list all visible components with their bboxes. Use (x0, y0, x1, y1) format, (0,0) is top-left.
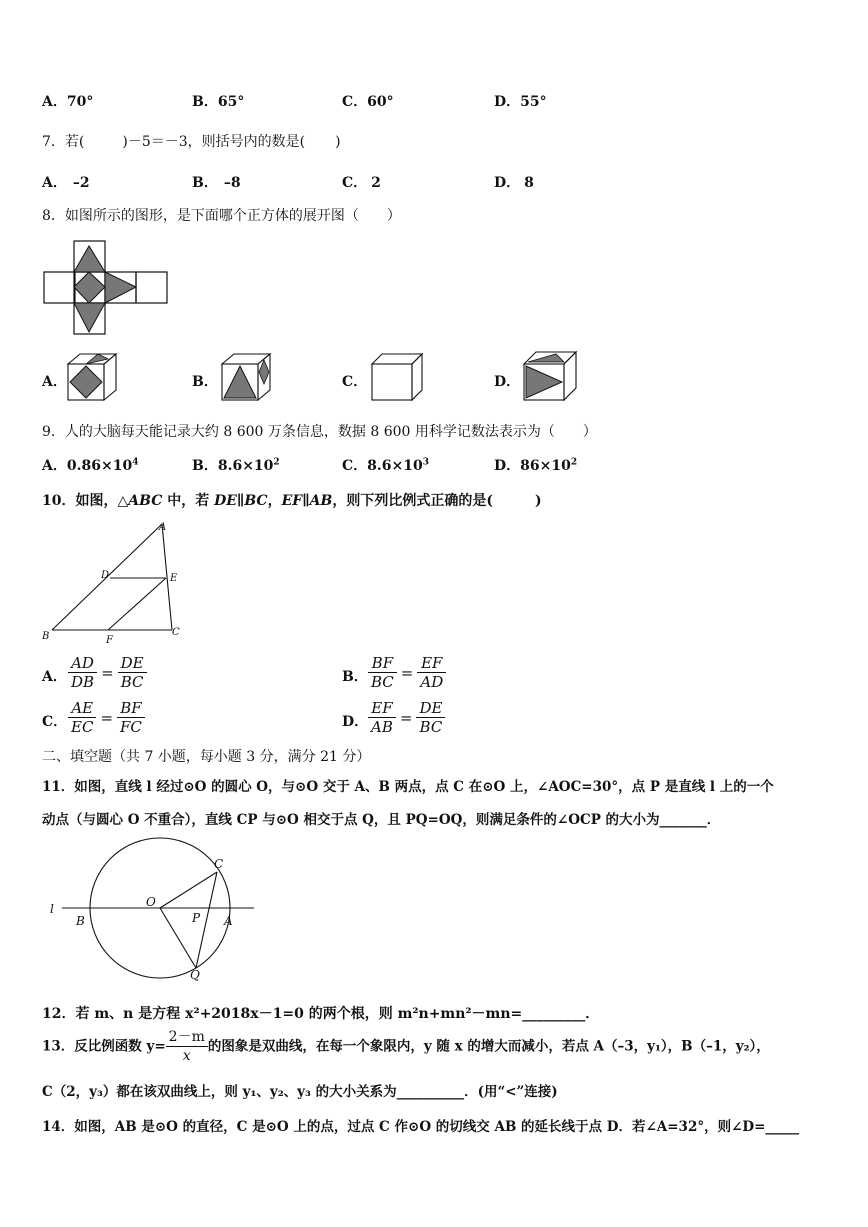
numerator: DE (118, 654, 147, 673)
numerator: DE (416, 699, 445, 718)
q13-line1 (42, 1028, 770, 1065)
fraction (166, 1028, 208, 1065)
fraction (68, 654, 97, 691)
fraction (117, 699, 145, 736)
q11-line2: 动点（与圆心 O 不重合），直线 CP 与⊙O 相交于点 Q，且 PQ=OQ，则满足条件的∠OCP 的大小为_______． (42, 812, 721, 828)
denominator: BC (120, 673, 144, 691)
q8-option-a-letter: A． (42, 374, 67, 390)
denominator: AB (371, 718, 393, 736)
option-exponent: 4 (132, 457, 139, 468)
q7-option-d (494, 172, 534, 192)
q10-option-c-letter: C． (42, 714, 68, 730)
label-q: Q (190, 968, 200, 982)
parallel-symbol: ∥ (236, 493, 245, 509)
q7-option-c (342, 172, 381, 192)
option-text: 2 (371, 175, 381, 191)
cube-d-icon (520, 350, 582, 402)
label-f: F (106, 635, 113, 646)
option-exponent: 3 (422, 457, 429, 468)
stem-math: EF (281, 493, 303, 509)
stem-math: DE (214, 493, 237, 509)
option-letter: C． (342, 458, 368, 474)
label-a: A (224, 914, 233, 928)
cube-c-icon (368, 352, 426, 402)
q7-stem-part: 7．若( (42, 134, 85, 150)
option-letter: D． (494, 458, 521, 474)
stem-math: ABC (128, 493, 163, 509)
option-letter: D． (494, 175, 521, 191)
fraction (417, 654, 446, 691)
q6-option-c (342, 91, 394, 111)
cube-b-icon (218, 352, 276, 402)
q6-option-b (192, 91, 244, 111)
circle-figure (48, 838, 258, 983)
stem-text: ，则下列比例式正确的是( ) (332, 493, 542, 509)
q9-option-a (42, 455, 138, 475)
option-text: 55° (520, 94, 547, 110)
label-a: A (159, 522, 167, 533)
q13-line2: C（2，y₃）都在该双曲线上，则 y₁、y₂、y₃ 的大小关系为__________．(用“<”连接) (42, 1084, 558, 1100)
fraction (368, 654, 397, 691)
fraction (118, 654, 147, 691)
option-letter: A． (42, 94, 67, 110)
parallel-symbol: ∥ (302, 493, 310, 509)
option-letter: C． (342, 94, 368, 110)
option-letter: C． (342, 175, 368, 191)
q10-option-b-letter: B． (342, 669, 368, 685)
q7-stem (42, 131, 341, 151)
stem-math: BC (244, 493, 268, 509)
numerator: AD (68, 654, 97, 673)
q9-option-c (342, 455, 429, 475)
label-o: O (146, 895, 156, 909)
fraction (368, 699, 396, 736)
denominator: DB (71, 673, 95, 691)
option-exponent: 2 (273, 457, 280, 468)
q10-option-d-letter: D． (342, 714, 369, 730)
q14-text: 14．如图，AB 是⊙O 的直径，C 是⊙O 上的点，过点 C 作⊙O 的切线交 AB 的延长线于点 D．若∠A=32°，则∠D=_____ (42, 1119, 800, 1135)
stem-text: 13．反比例函数 y= (42, 1038, 166, 1055)
equals-sign: = (100, 708, 114, 727)
option-exponent: 2 (570, 457, 578, 468)
q10-option-d-formula (368, 699, 445, 736)
q8-option-d-letter: D． (494, 374, 521, 390)
cube-net-figure (44, 240, 168, 335)
q10-option-c-formula (68, 699, 145, 736)
denominator: EC (71, 718, 94, 736)
option-text: 86×10 (520, 458, 571, 474)
q11-line1: 11．如图，直线 l 经过⊙O 的圆心 O，与⊙O 交于 A、B 两点，点 C 在⊙O 上，∠AOC=30°，点 P 是直线 l 上的一个 (42, 779, 774, 795)
label-e: E (170, 573, 178, 584)
stem-math: AB (309, 493, 333, 509)
triangle-figure (38, 518, 188, 646)
label-c: C (172, 627, 180, 638)
option-text: 8.6×10 (217, 458, 274, 474)
q7-option-a (42, 172, 90, 192)
denominator: FC (120, 718, 142, 736)
label-b: B (76, 914, 85, 928)
q10-option-a-letter: A． (42, 669, 67, 685)
q7-stem-part: )－5＝－3，则括号内的数是( (122, 134, 306, 150)
q8-stem: 8．如图所示的图形，是下面哪个正方体的展开图（ ） (42, 208, 401, 224)
stem-text: ， (267, 493, 282, 509)
denominator: BC (419, 718, 443, 736)
q6-option-a (42, 91, 93, 111)
denominator: BC (371, 673, 394, 691)
option-text: –8 (223, 175, 241, 191)
numerator: AE (68, 699, 96, 718)
stem-text: 的图象是双曲线，在每一个象限内，y 随 x 的增大而减小，若点 A（–3，y₁），B（–1，y₂）， (207, 1038, 770, 1055)
q12-text: 12．若 m、n 是方程 x²+2018x－1=0 的两个根，则 m²n+mn²－mn=_________． (42, 1006, 600, 1022)
fraction (416, 699, 445, 736)
equals-sign: = (399, 708, 413, 727)
denominator: x (182, 1048, 191, 1064)
q7-option-b (192, 172, 241, 192)
option-letter: A． (42, 175, 67, 191)
option-letter: A． (42, 458, 67, 474)
numerator: EF (368, 699, 396, 718)
label-p: P (192, 911, 201, 925)
q8-option-b-letter: B． (192, 374, 218, 390)
q10-option-a-formula (68, 654, 147, 691)
q10-option-b-formula (368, 654, 446, 691)
numerator: BF (368, 654, 397, 673)
option-text: 70° (66, 94, 94, 110)
q10-stem (42, 490, 542, 510)
option-letter: B． (192, 175, 218, 191)
option-letter: D． (494, 94, 521, 110)
q9-option-b (192, 455, 280, 475)
label-c: C (214, 857, 224, 871)
option-text: 0.86×10 (66, 458, 133, 474)
denominator: AD (420, 673, 444, 691)
cube-a-icon (64, 352, 122, 402)
option-letter: B． (192, 94, 218, 110)
numerator: 2－m (166, 1028, 208, 1047)
q9-stem: 9．人的大脑每天能记录大约 8 600 万条信息，数据 8 600 用科学记数法表示为（ ） (42, 424, 597, 440)
option-letter: B． (192, 458, 218, 474)
equals-sign: = (101, 663, 114, 682)
equals-sign: = (400, 663, 414, 682)
option-text: 8 (524, 175, 534, 191)
option-text: 60° (367, 94, 394, 110)
q9-option-d (494, 455, 577, 475)
numerator: EF (417, 654, 446, 673)
option-text: –2 (72, 175, 90, 191)
numerator: BF (117, 699, 145, 718)
label-d: D (101, 570, 110, 581)
section-heading: 二、填空题（共 7 小题，每小题 3 分，满分 21 分） (42, 749, 371, 765)
q8-option-c-letter: C． (342, 374, 368, 390)
option-text: 8.6×10 (367, 458, 423, 474)
label-l: l (50, 902, 54, 916)
q7-stem-part: ) (335, 134, 341, 150)
label-b: B (42, 631, 50, 642)
fraction (68, 699, 96, 736)
stem-text: 10．如图，△ (42, 493, 129, 509)
stem-text: 中，若 (162, 493, 215, 509)
option-text: 65° (217, 94, 245, 110)
q6-option-d (494, 91, 547, 111)
